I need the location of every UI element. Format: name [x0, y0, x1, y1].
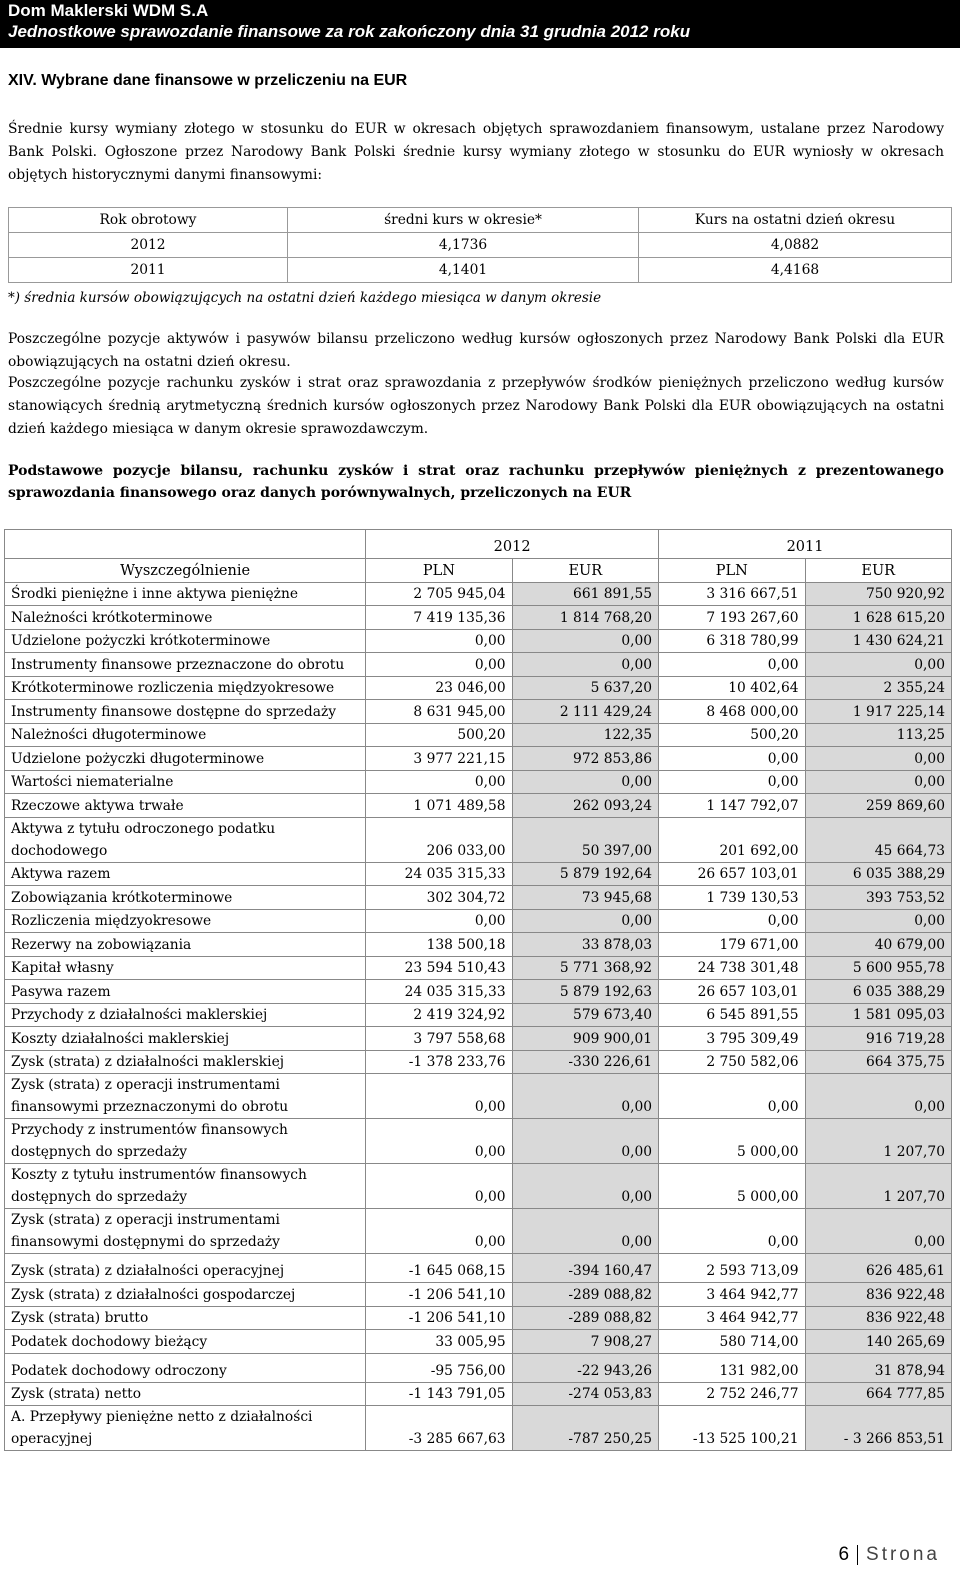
pln-value-cell: 2 750 582,06: [659, 1050, 805, 1074]
main-table-caption: Podstawowe pozycje bilansu, rachunku zysków i strat oraz rachunku przepływów pieniężnych z prezentowanego sprawozdania finansowego oraz danych porównywalnych, przeliczonych na EUR: [8, 463, 944, 501]
pln-value-cell: 3 464 942,77: [659, 1306, 805, 1330]
pln-value-cell: 0,00: [659, 747, 805, 771]
row-label: Zobowiązania krótkoterminowe: [5, 886, 366, 910]
pln-value-cell: 2 705 945,04: [366, 582, 512, 606]
row-label: Rozliczenia międzyokresowe: [5, 909, 366, 933]
eur-value-cell: 5 879 192,64: [512, 862, 658, 886]
row-label: Należności długoterminowe: [5, 723, 366, 747]
eur-value-cell: -394 160,47: [512, 1254, 658, 1283]
row-label: Rezerwy na zobowiązania: [5, 933, 366, 957]
table-row: [5, 1330, 952, 1354]
pln-value-cell: 0,00: [659, 1074, 805, 1119]
table-row: [5, 1119, 952, 1164]
table-row: [5, 1353, 952, 1382]
page-word: Strona: [866, 1544, 940, 1565]
table-row: [5, 886, 952, 910]
table-cell: 4,1401: [288, 258, 639, 283]
table-cell: 2012: [9, 233, 288, 258]
pln-value-cell: 3 316 667,51: [659, 582, 805, 606]
eur-value-cell: 50 397,00: [512, 817, 658, 862]
row-label: Instrumenty finansowe przeznaczone do obrotu: [5, 653, 366, 677]
pln-value-cell: 2 419 324,92: [366, 1003, 512, 1027]
eur-value-cell: -787 250,25: [512, 1406, 658, 1451]
currency-header: PLN: [366, 559, 512, 583]
row-label: Zysk (strata) z działalności operacyjnej: [5, 1254, 366, 1283]
year-2011-header: 2011: [659, 530, 952, 559]
eur-value-cell: - 3 266 853,51: [805, 1406, 952, 1451]
eur-value-cell: 31 878,94: [805, 1353, 952, 1382]
row-label: Zysk (strata) z działalności gospodarczej: [5, 1283, 366, 1307]
pln-value-cell: 23 594 510,43: [366, 956, 512, 980]
table-header-row-years: [5, 530, 952, 559]
table-header-cell: Kurs na ostatni dzień okresu: [639, 208, 952, 233]
company-name: Dom Maklerski WDM S.A: [8, 1, 209, 20]
eur-value-cell: 1 207,70: [805, 1164, 952, 1209]
row-label: Koszty z tytułu instrumentów finansowych dostępnych do sprzedaży: [5, 1164, 366, 1209]
table-row: [5, 1050, 952, 1074]
row-label: Rzeczowe aktywa trwałe: [5, 794, 366, 818]
eur-value-cell: 0,00: [805, 770, 952, 794]
currency-header: EUR: [805, 559, 952, 583]
eur-value-cell: 0,00: [805, 653, 952, 677]
row-label: Krótkoterminowe rozliczenia międzyokresowe: [5, 676, 366, 700]
paragraph-balance-conversion: Poszczególne pozycje aktywów i pasywów bilansu przeliczono według kursów ogłoszonych przez Narodowy Bank Polski dla EUR obowiązujących na ostatni dzień okresu.: [8, 331, 944, 370]
row-label: Instrumenty finansowe dostępne do sprzedaży: [5, 700, 366, 724]
eur-value-cell: 664 777,85: [805, 1382, 952, 1406]
pln-value-cell: 138 500,18: [366, 933, 512, 957]
eur-value-cell: 122,35: [512, 723, 658, 747]
pln-value-cell: 24 738 301,48: [659, 956, 805, 980]
pln-value-cell: -13 525 100,21: [659, 1406, 805, 1451]
currency-header: EUR: [512, 559, 658, 583]
eur-value-cell: 5 637,20: [512, 676, 658, 700]
eur-value-cell: 1 628 615,20: [805, 606, 952, 630]
pln-value-cell: 0,00: [366, 1119, 512, 1164]
table-row: [5, 629, 952, 653]
pln-value-cell: 2 593 713,09: [659, 1254, 805, 1283]
table-row: [5, 700, 952, 724]
table-row: [9, 258, 952, 283]
currency-header: PLN: [659, 559, 805, 583]
row-label: Wartości niematerialne: [5, 770, 366, 794]
row-label: Przychody z instrumentów finansowych dostępnych do sprzedaży: [5, 1119, 366, 1164]
table-header-cell: średni kurs w okresie*: [288, 208, 639, 233]
table-row: [5, 1074, 952, 1119]
row-label: Przychody z działalności maklerskiej: [5, 1003, 366, 1027]
eur-value-cell: 1 207,70: [805, 1119, 952, 1164]
pln-value-cell: 7 419 135,36: [366, 606, 512, 630]
eur-value-cell: -289 088,82: [512, 1306, 658, 1330]
table-row: [5, 1283, 952, 1307]
pln-value-cell: 5 000,00: [659, 1164, 805, 1209]
eur-value-cell: 1 581 095,03: [805, 1003, 952, 1027]
pln-value-cell: 0,00: [366, 1164, 512, 1209]
pln-value-cell: 0,00: [366, 653, 512, 677]
eur-value-cell: 73 945,68: [512, 886, 658, 910]
pln-value-cell: 1 147 792,07: [659, 794, 805, 818]
row-label: Środki pieniężne i inne aktywa pieniężne: [5, 582, 366, 606]
pln-value-cell: 580 714,00: [659, 1330, 805, 1354]
row-label: Aktywa z tytułu odroczonego podatku dochodowego: [5, 817, 366, 862]
row-label: Pasywa razem: [5, 980, 366, 1004]
eur-value-cell: 113,25: [805, 723, 952, 747]
table-row: [5, 862, 952, 886]
pln-value-cell: 8 631 945,00: [366, 700, 512, 724]
eur-value-cell: 0,00: [512, 909, 658, 933]
pln-value-cell: 33 005,95: [366, 1330, 512, 1354]
pln-value-cell: 3 977 221,15: [366, 747, 512, 771]
eur-value-cell: 661 891,55: [512, 582, 658, 606]
table-header-row: [9, 208, 952, 233]
eur-value-cell: 836 922,48: [805, 1283, 952, 1307]
table-cell: 4,1736: [288, 233, 639, 258]
pln-value-cell: 3 795 309,49: [659, 1027, 805, 1051]
eur-value-cell: 33 878,03: [512, 933, 658, 957]
table-row: [5, 1164, 952, 1209]
pln-value-cell: 8 468 000,00: [659, 700, 805, 724]
eur-value-cell: 0,00: [805, 1209, 952, 1254]
pln-value-cell: 0,00: [366, 770, 512, 794]
pln-value-cell: 2 752 246,77: [659, 1382, 805, 1406]
pln-value-cell: 3 464 942,77: [659, 1283, 805, 1307]
eur-value-cell: 0,00: [512, 629, 658, 653]
eur-value-cell: 5 879 192,63: [512, 980, 658, 1004]
eur-value-cell: 750 920,92: [805, 582, 952, 606]
pln-value-cell: 23 046,00: [366, 676, 512, 700]
row-label: Zysk (strata) z działalności maklerskiej: [5, 1050, 366, 1074]
pln-value-cell: 6 545 891,55: [659, 1003, 805, 1027]
eur-value-cell: 972 853,86: [512, 747, 658, 771]
pln-value-cell: 500,20: [366, 723, 512, 747]
pln-value-cell: 0,00: [659, 770, 805, 794]
eur-value-cell: 0,00: [805, 747, 952, 771]
row-label: Udzielone pożyczki długoterminowe: [5, 747, 366, 771]
eur-value-cell: 664 375,75: [805, 1050, 952, 1074]
eur-value-cell: 1 430 624,21: [805, 629, 952, 653]
pln-value-cell: 500,20: [659, 723, 805, 747]
pln-value-cell: 3 797 558,68: [366, 1027, 512, 1051]
eur-value-cell: 6 035 388,29: [805, 862, 952, 886]
eur-value-cell: 45 664,73: [805, 817, 952, 862]
table-row: [9, 233, 952, 258]
pln-value-cell: 0,00: [366, 909, 512, 933]
table-row: [5, 1209, 952, 1254]
pln-value-cell: 24 035 315,33: [366, 862, 512, 886]
eur-value-cell: 393 753,52: [805, 886, 952, 910]
pln-value-cell: 6 318 780,99: [659, 629, 805, 653]
row-label: Zysk (strata) z operacji instrumentami finansowymi dostępnymi do sprzedaży: [5, 1209, 366, 1254]
pln-value-cell: 26 657 103,01: [659, 980, 805, 1004]
pln-value-cell: 0,00: [659, 653, 805, 677]
eur-value-cell: 0,00: [512, 653, 658, 677]
pln-value-cell: 179 671,00: [659, 933, 805, 957]
eur-value-cell: 259 869,60: [805, 794, 952, 818]
report-subtitle: Jednostkowe sprawozdanie finansowe za rok zakończony dnia 31 grudnia 2012 roku: [8, 22, 691, 41]
page-footer: [838, 1544, 940, 1566]
row-label: Kapitał własny: [5, 956, 366, 980]
pln-value-cell: -1 143 791,05: [366, 1382, 512, 1406]
pln-value-cell: 7 193 267,60: [659, 606, 805, 630]
eur-value-cell: 0,00: [512, 1164, 658, 1209]
table-row: [5, 747, 952, 771]
eur-value-cell: 0,00: [805, 1074, 952, 1119]
row-label: Zysk (strata) z operacji instrumentami finansowymi przeznaczonymi do obrotu: [5, 1074, 366, 1119]
eur-value-cell: 916 719,28: [805, 1027, 952, 1051]
pln-value-cell: 201 692,00: [659, 817, 805, 862]
eur-value-cell: 909 900,01: [512, 1027, 658, 1051]
page-header: [0, 0, 960, 48]
pln-value-cell: -3 285 667,63: [366, 1406, 512, 1451]
eur-value-cell: 0,00: [805, 909, 952, 933]
table-header-cell: Rok obrotowy: [9, 208, 288, 233]
table-row: [5, 956, 952, 980]
eur-value-cell: 6 035 388,29: [805, 980, 952, 1004]
table-row: [5, 933, 952, 957]
eur-value-cell: 5 600 955,78: [805, 956, 952, 980]
eur-value-cell: -330 226,61: [512, 1050, 658, 1074]
pln-value-cell: -1 645 068,15: [366, 1254, 512, 1283]
pln-value-cell: 131 982,00: [659, 1353, 805, 1382]
table-row: [5, 1406, 952, 1451]
eur-value-cell: -274 053,83: [512, 1382, 658, 1406]
eur-value-cell: 1 917 225,14: [805, 700, 952, 724]
row-label: Zysk (strata) netto: [5, 1382, 366, 1406]
eur-value-cell: -22 943,26: [512, 1353, 658, 1382]
table-row: [5, 606, 952, 630]
pln-value-cell: 0,00: [366, 1074, 512, 1119]
row-label: Należności krótkoterminowe: [5, 606, 366, 630]
table-row: [5, 653, 952, 677]
pln-value-cell: 0,00: [659, 1209, 805, 1254]
pln-value-cell: 5 000,00: [659, 1119, 805, 1164]
eur-value-cell: 2 111 429,24: [512, 700, 658, 724]
eur-value-cell: 2 355,24: [805, 676, 952, 700]
table-row: [5, 794, 952, 818]
eur-value-cell: 0,00: [512, 1074, 658, 1119]
eur-value-cell: -289 088,82: [512, 1283, 658, 1307]
table-row: [5, 980, 952, 1004]
eur-value-cell: 262 093,24: [512, 794, 658, 818]
table-row: [5, 582, 952, 606]
pln-value-cell: 1 071 489,58: [366, 794, 512, 818]
eur-value-cell: 0,00: [512, 1209, 658, 1254]
eur-value-cell: 0,00: [512, 770, 658, 794]
paragraph-income-conversion: Poszczególne pozycje rachunku zysków i strat oraz sprawozdania z przepływów środków pieniężnych przeliczono według kursów stanowiących średnią arytmetyczną średnich kursów ogłoszonych przez Narodowy Bank Polski dla EUR obowiązujących na ostatni dzień każdego miesiąca w danym okresie sprawozdawczym.: [8, 375, 944, 437]
pln-value-cell: -1 378 233,76: [366, 1050, 512, 1074]
table-row: [5, 1003, 952, 1027]
pln-value-cell: 1 739 130,53: [659, 886, 805, 910]
eur-value-cell: 140 265,69: [805, 1330, 952, 1354]
pln-value-cell: 24 035 315,33: [366, 980, 512, 1004]
row-label: Aktywa razem: [5, 862, 366, 886]
eur-value-cell: 0,00: [512, 1119, 658, 1164]
table-row: [5, 723, 952, 747]
table-row: [5, 770, 952, 794]
table-cell: 4,0882: [639, 233, 952, 258]
row-label: Podatek dochodowy odroczony: [5, 1353, 366, 1382]
eur-value-cell: 1 814 768,20: [512, 606, 658, 630]
table-row: [5, 1254, 952, 1283]
section-title: XIV. Wybrane dane finansowe w przeliczeniu na EUR: [8, 72, 408, 89]
table-cell: 2011: [9, 258, 288, 283]
pln-value-cell: 26 657 103,01: [659, 862, 805, 886]
row-label: Zysk (strata) brutto: [5, 1306, 366, 1330]
eur-value-cell: 5 771 368,92: [512, 956, 658, 980]
row-label: A. Przepływy pieniężne netto z działalności operacyjnej: [5, 1406, 366, 1451]
exchange-rates-table: [8, 207, 952, 283]
footer-divider: [857, 1545, 858, 1565]
pln-value-cell: -1 206 541,10: [366, 1283, 512, 1307]
financial-data-table: [4, 529, 952, 1451]
eur-value-cell: 836 922,48: [805, 1306, 952, 1330]
row-label: Podatek dochodowy bieżący: [5, 1330, 366, 1354]
eur-value-cell: 40 679,00: [805, 933, 952, 957]
row-label: Koszty działalności maklerskiej: [5, 1027, 366, 1051]
label-column-header: Wyszczególnienie: [5, 559, 366, 583]
eur-value-cell: 626 485,61: [805, 1254, 952, 1283]
table-header-empty: [5, 530, 366, 559]
eur-value-cell: 579 673,40: [512, 1003, 658, 1027]
table-cell: 4,4168: [639, 258, 952, 283]
table-row: [5, 1382, 952, 1406]
pln-value-cell: 0,00: [659, 909, 805, 933]
pln-value-cell: -1 206 541,10: [366, 1306, 512, 1330]
eur-value-cell: 7 908,27: [512, 1330, 658, 1354]
row-label: Udzielone pożyczki krótkoterminowe: [5, 629, 366, 653]
table-header-row-currency: [5, 559, 952, 583]
pln-value-cell: -95 756,00: [366, 1353, 512, 1382]
year-2012-header: 2012: [366, 530, 659, 559]
pln-value-cell: 206 033,00: [366, 817, 512, 862]
table-row: [5, 1027, 952, 1051]
pln-value-cell: 10 402,64: [659, 676, 805, 700]
table-row: [5, 909, 952, 933]
pln-value-cell: 302 304,72: [366, 886, 512, 910]
pln-value-cell: 0,00: [366, 1209, 512, 1254]
pln-value-cell: 0,00: [366, 629, 512, 653]
page-number: 6: [838, 1544, 850, 1565]
paragraph-exchange-rates: Średnie kursy wymiany złotego w stosunku do EUR w okresach objętych sprawozdaniem finansowym, ustalane przez Narodowy Bank Polski. Ogłoszone przez Narodowy Bank Polski średnie kursy wymiany złotego w stosunku do EUR wyniosły w okresach objętych historycznymi danymi finansowymi:: [8, 121, 944, 183]
rates-footnote: *) średnia kursów obowiązujących na ostatni dzień każdego miesiąca w danym okresie: [8, 290, 602, 306]
table-row: [5, 1306, 952, 1330]
table-row: [5, 817, 952, 862]
table-row: [5, 676, 952, 700]
